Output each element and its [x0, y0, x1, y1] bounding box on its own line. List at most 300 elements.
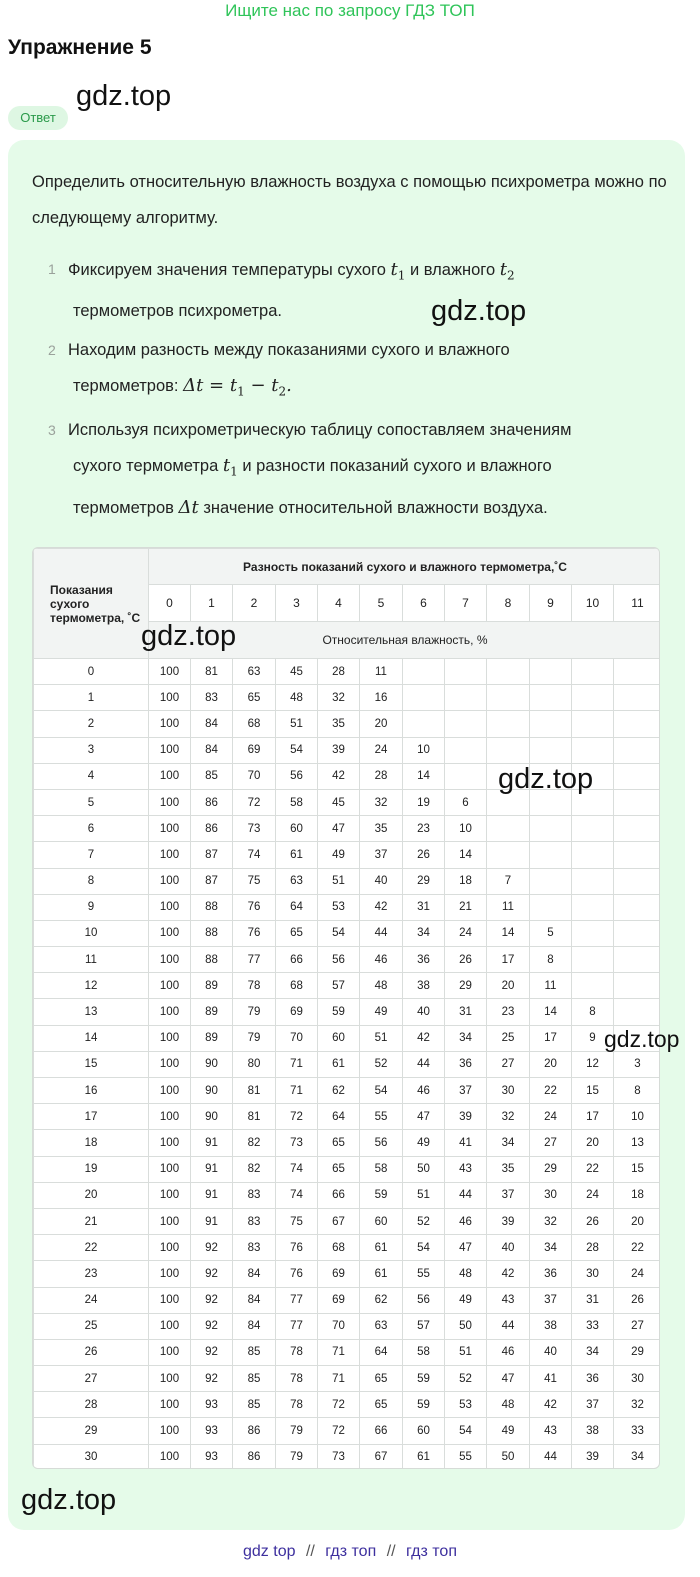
- table-humidity-cell: 50: [445, 1313, 487, 1339]
- table-humidity-cell: 64: [360, 1339, 403, 1365]
- step-text: и влажного: [409, 261, 496, 279]
- table-humidity-cell: [572, 816, 614, 842]
- table-humidity-cell: 25: [487, 1025, 530, 1051]
- step-text: Находим разность между показаниями сухого и влажного: [68, 341, 510, 359]
- table-humidity-cell: 55: [403, 1261, 445, 1287]
- table-humidity-cell: 44: [403, 1051, 445, 1077]
- table-humidity-cell: 31: [403, 894, 445, 920]
- table-humidity-cell: 93: [191, 1392, 233, 1418]
- table-humidity-cell: 76: [233, 920, 276, 946]
- table-diff-column-header: 10: [572, 585, 614, 622]
- table-humidity-cell: 46: [403, 1078, 445, 1104]
- table-humidity-cell: 61: [360, 1235, 403, 1261]
- table-row: [34, 894, 661, 920]
- table-humidity-cell: 66: [276, 947, 318, 973]
- table-humidity-cell: 49: [445, 1287, 487, 1313]
- table-humidity-cell: 100: [149, 1418, 191, 1444]
- table-humidity-cell: 54: [276, 737, 318, 763]
- table-humidity-cell: 61: [318, 1051, 360, 1077]
- table-humidity-cell: 72: [276, 1104, 318, 1130]
- table-humidity-cell: 82: [233, 1130, 276, 1156]
- table-dry-temp-cell: 26: [34, 1339, 149, 1365]
- step-text: Используя психрометрическую таблицу сопоставляем значениям: [68, 421, 572, 439]
- table-humidity-cell: 100: [149, 685, 191, 711]
- top-banner[interactable]: Ищите нас по запросу ГДЗ ТОП: [225, 1, 475, 20]
- table-humidity-cell: 68: [233, 711, 276, 737]
- table-humidity-cell: 34: [530, 1235, 572, 1261]
- table-humidity-cell: 49: [360, 999, 403, 1025]
- table-humidity-cell: [614, 894, 661, 920]
- table-humidity-cell: 85: [191, 763, 233, 789]
- table-diff-column-header: 7: [445, 585, 487, 622]
- table-humidity-cell: [614, 763, 661, 789]
- table-humidity-cell: [530, 816, 572, 842]
- table-humidity-cell: 100: [149, 1208, 191, 1234]
- table-humidity-cell: 100: [149, 763, 191, 789]
- table-humidity-cell: 78: [276, 1366, 318, 1392]
- table-humidity-cell: 14: [403, 763, 445, 789]
- table-humidity-cell: 45: [276, 659, 318, 685]
- table-dry-temp-cell: 21: [34, 1208, 149, 1234]
- step-number: 1: [48, 261, 56, 277]
- table-humidity-cell: 49: [403, 1130, 445, 1156]
- step-text: термометров психрометра.: [73, 301, 282, 320]
- table-humidity-cell: 85: [233, 1339, 276, 1365]
- table-dry-temp-cell: 16: [34, 1078, 149, 1104]
- table-row: [34, 711, 661, 737]
- table-humidity-cell: 42: [403, 1025, 445, 1051]
- table-humidity-cell: 32: [487, 1104, 530, 1130]
- table-humidity-cell: [530, 868, 572, 894]
- table-humidity-cell: [487, 737, 530, 763]
- table-humidity-cell: [572, 894, 614, 920]
- table-humidity-cell: 77: [276, 1287, 318, 1313]
- table-humidity-cell: [614, 659, 661, 685]
- table-dry-temp-cell: 12: [34, 973, 149, 999]
- table-humidity-cell: 65: [360, 1366, 403, 1392]
- table-row: [34, 1444, 661, 1469]
- table-humidity-cell: [572, 973, 614, 999]
- table-humidity-cell: 69: [276, 999, 318, 1025]
- table-humidity-cell: 32: [530, 1208, 572, 1234]
- table-humidity-cell: 65: [233, 685, 276, 711]
- table-humidity-cell: 18: [614, 1182, 661, 1208]
- table-diff-column-header: 6: [403, 585, 445, 622]
- table-humidity-cell: 43: [445, 1156, 487, 1182]
- table-humidity-cell: 79: [233, 1025, 276, 1051]
- table-humidity-cell: 17: [572, 1104, 614, 1130]
- table-humidity-cell: 38: [572, 1418, 614, 1444]
- table-humidity-cell: 21: [445, 894, 487, 920]
- table-humidity-cell: 14: [530, 999, 572, 1025]
- table-humidity-cell: 48: [276, 685, 318, 711]
- table-humidity-cell: 32: [614, 1392, 661, 1418]
- table-humidity-cell: 11: [360, 659, 403, 685]
- table-humidity-cell: 8: [572, 999, 614, 1025]
- table-corner-header: Показания сухого термометра, ˚С: [34, 549, 149, 659]
- table-humidity-cell: 71: [276, 1078, 318, 1104]
- table-humidity-cell: [614, 789, 661, 815]
- table-humidity-cell: 43: [487, 1287, 530, 1313]
- table-humidity-cell: [614, 999, 661, 1025]
- table-humidity-cell: 89: [191, 973, 233, 999]
- table-humidity-cell: 51: [445, 1339, 487, 1365]
- table-humidity-cell: 30: [614, 1366, 661, 1392]
- table-humidity-cell: 29: [445, 973, 487, 999]
- table-humidity-cell: 60: [276, 816, 318, 842]
- table-dry-temp-cell: 10: [34, 920, 149, 946]
- table-humidity-cell: [445, 685, 487, 711]
- table-humidity-cell: 55: [445, 1444, 487, 1469]
- table-diff-column-header: 8: [487, 585, 530, 622]
- table-humidity-cell: 100: [149, 1078, 191, 1104]
- table-humidity-cell: 92: [191, 1287, 233, 1313]
- table-dry-temp-cell: 27: [34, 1366, 149, 1392]
- table-humidity-cell: 30: [572, 1261, 614, 1287]
- table-humidity-cell: 20: [487, 973, 530, 999]
- table-humidity-cell: 29: [403, 868, 445, 894]
- table-row: [34, 1208, 661, 1234]
- table-humidity-cell: [614, 685, 661, 711]
- table-humidity-cell: 80: [233, 1051, 276, 1077]
- table-dry-temp-cell: 28: [34, 1392, 149, 1418]
- table-humidity-cell: 49: [487, 1418, 530, 1444]
- table-humidity-cell: [530, 842, 572, 868]
- step-text: сухого термометра: [73, 457, 219, 475]
- table-diff-column-header: 5: [360, 585, 403, 622]
- exercise-title: Упражнение 5: [8, 36, 152, 59]
- table-humidity-cell: 74: [276, 1156, 318, 1182]
- table-humidity-cell: 18: [445, 868, 487, 894]
- table-humidity-cell: [445, 659, 487, 685]
- table-humidity-cell: 100: [149, 1025, 191, 1051]
- table-humidity-cell: 12: [572, 1051, 614, 1077]
- table-humidity-cell: 20: [360, 711, 403, 737]
- table-humidity-cell: 23: [487, 999, 530, 1025]
- table-humidity-cell: [572, 685, 614, 711]
- table-humidity-cell: 39: [572, 1444, 614, 1469]
- table-humidity-cell: 81: [233, 1078, 276, 1104]
- table-humidity-cell: [572, 659, 614, 685]
- table-humidity-cell: 56: [360, 1130, 403, 1156]
- table-humidity-cell: 32: [360, 789, 403, 815]
- table-humidity-cell: 58: [276, 789, 318, 815]
- table-row: [34, 1051, 661, 1077]
- table-humidity-cell: 44: [487, 1313, 530, 1339]
- table-humidity-cell: 26: [572, 1208, 614, 1234]
- table-humidity-cell: 22: [614, 1235, 661, 1261]
- table-humidity-cell: 37: [360, 842, 403, 868]
- table-humidity-cell: 61: [360, 1261, 403, 1287]
- table-humidity-cell: 56: [276, 763, 318, 789]
- table-humidity-cell: 100: [149, 947, 191, 973]
- table-dry-temp-cell: 9: [34, 894, 149, 920]
- table-humidity-cell: 78: [233, 973, 276, 999]
- table-humidity-cell: 26: [445, 947, 487, 973]
- footer-separator: //: [386, 1543, 396, 1560]
- table-humidity-cell: 83: [233, 1235, 276, 1261]
- math-t1: $t_1$: [390, 259, 406, 283]
- table-humidity-cell: 89: [191, 1025, 233, 1051]
- table-humidity-cell: 71: [276, 1051, 318, 1077]
- table-humidity-cell: 100: [149, 894, 191, 920]
- table-humidity-cell: 100: [149, 999, 191, 1025]
- table-humidity-cell: 45: [318, 789, 360, 815]
- table-humidity-cell: 57: [318, 973, 360, 999]
- table-humidity-cell: 61: [276, 842, 318, 868]
- table-row: [34, 816, 661, 842]
- math-t1: $t_1$: [222, 455, 238, 479]
- table-humidity-cell: 71: [318, 1366, 360, 1392]
- table-humidity-cell: 87: [191, 842, 233, 868]
- table-humidity-cell: 37: [487, 1182, 530, 1208]
- table-humidity-cell: 3: [614, 1051, 661, 1077]
- table-humidity-cell: 49: [318, 842, 360, 868]
- table-humidity-cell: 66: [360, 1418, 403, 1444]
- table-humidity-cell: 34: [487, 1130, 530, 1156]
- table-humidity-cell: 60: [360, 1208, 403, 1234]
- table-humidity-cell: 47: [445, 1235, 487, 1261]
- table-humidity-cell: 72: [233, 789, 276, 815]
- table-humidity-cell: [487, 816, 530, 842]
- table-row: [34, 1235, 661, 1261]
- table-row: [34, 1130, 661, 1156]
- table-humidity-cell: 5: [530, 920, 572, 946]
- table-humidity-cell: 64: [318, 1104, 360, 1130]
- watermark: gdz.top: [141, 620, 237, 652]
- table-diff-column-header: 1: [191, 585, 233, 622]
- table-humidity-cell: 64: [276, 894, 318, 920]
- math-t2: $t_2$: [499, 259, 515, 283]
- table-humidity-cell: 29: [530, 1156, 572, 1182]
- table-humidity-cell: [614, 816, 661, 842]
- table-humidity-cell: 51: [360, 1025, 403, 1051]
- table-humidity-cell: 50: [403, 1156, 445, 1182]
- table-humidity-cell: 43: [530, 1418, 572, 1444]
- table-humidity-cell: [487, 711, 530, 737]
- table-humidity-cell: [572, 842, 614, 868]
- table-humidity-cell: 55: [360, 1104, 403, 1130]
- table-humidity-cell: [403, 659, 445, 685]
- table-humidity-cell: 56: [403, 1287, 445, 1313]
- table-humidity-cell: 100: [149, 1182, 191, 1208]
- step-text: термометров:: [73, 377, 179, 395]
- table-diff-column-header: 2: [233, 585, 276, 622]
- table-humidity-cell: 78: [276, 1392, 318, 1418]
- table-humidity-cell: 7: [487, 868, 530, 894]
- table-humidity-cell: 46: [445, 1208, 487, 1234]
- table-humidity-cell: 66: [318, 1182, 360, 1208]
- footer-link[interactable]: гдз топ: [325, 1543, 377, 1560]
- table-row: [34, 1104, 661, 1130]
- table-row: [34, 1078, 661, 1104]
- table-humidity-cell: 100: [149, 1339, 191, 1365]
- table-row: [34, 1366, 661, 1392]
- watermark: gdz.top: [604, 1026, 680, 1052]
- table-row: [34, 920, 661, 946]
- table-humidity-cell: 54: [445, 1418, 487, 1444]
- table-humidity-cell: 77: [276, 1313, 318, 1339]
- table-row: [34, 947, 661, 973]
- table-humidity-cell: 35: [487, 1156, 530, 1182]
- table-humidity-cell: 36: [445, 1051, 487, 1077]
- table-humidity-cell: 63: [360, 1313, 403, 1339]
- table-humidity-cell: 48: [487, 1392, 530, 1418]
- table-humidity-cell: 32: [318, 685, 360, 711]
- table-humidity-cell: 78: [276, 1339, 318, 1365]
- table-humidity-cell: 42: [318, 763, 360, 789]
- table-humidity-cell: 58: [403, 1339, 445, 1365]
- table-humidity-cell: 6: [445, 789, 487, 815]
- table-humidity-cell: 17: [530, 1025, 572, 1051]
- table-humidity-cell: 10: [445, 816, 487, 842]
- table-humidity-cell: 24: [360, 737, 403, 763]
- table-dry-temp-cell: 7: [34, 842, 149, 868]
- table-humidity-cell: 100: [149, 1051, 191, 1077]
- table-humidity-cell: 28: [360, 763, 403, 789]
- table-humidity-cell: 92: [191, 1261, 233, 1287]
- table-humidity-cell: 69: [318, 1261, 360, 1287]
- table-humidity-cell: 33: [572, 1313, 614, 1339]
- table-humidity-cell: 100: [149, 1235, 191, 1261]
- table-diff-column-header: 3: [276, 585, 318, 622]
- table-humidity-cell: 93: [191, 1418, 233, 1444]
- table-dry-temp-cell: 23: [34, 1261, 149, 1287]
- table-humidity-cell: [487, 659, 530, 685]
- table-row: [34, 737, 661, 763]
- table-humidity-cell: 93: [191, 1444, 233, 1469]
- table-humidity-cell: 83: [233, 1182, 276, 1208]
- table-humidity-cell: 8: [614, 1078, 661, 1104]
- footer-link[interactable]: гдз топ: [406, 1543, 457, 1560]
- table-humidity-cell: 79: [233, 999, 276, 1025]
- table-humidity-cell: 54: [360, 1078, 403, 1104]
- table-humidity-cell: 24: [572, 1182, 614, 1208]
- table-humidity-cell: 14: [445, 842, 487, 868]
- table-humidity-cell: 16: [360, 685, 403, 711]
- table-humidity-cell: [614, 947, 661, 973]
- table-humidity-cell: 27: [487, 1051, 530, 1077]
- table-humidity-cell: 22: [572, 1156, 614, 1182]
- table-humidity-cell: 53: [318, 894, 360, 920]
- table-humidity-cell: 29: [614, 1339, 661, 1365]
- table-humidity-cell: [487, 685, 530, 711]
- table-humidity-cell: 46: [487, 1339, 530, 1365]
- table-humidity-cell: 85: [233, 1366, 276, 1392]
- table-humidity-cell: 89: [191, 999, 233, 1025]
- table-humidity-cell: 8: [530, 947, 572, 973]
- table-diff-column-header: 0: [149, 585, 191, 622]
- table-humidity-cell: 36: [572, 1366, 614, 1392]
- table-humidity-cell: 68: [318, 1235, 360, 1261]
- table-humidity-cell: 54: [403, 1235, 445, 1261]
- table-humidity-cell: 62: [360, 1287, 403, 1313]
- table-humidity-cell: 50: [487, 1444, 530, 1469]
- table-humidity-cell: 27: [530, 1130, 572, 1156]
- table-dry-temp-cell: 24: [34, 1287, 149, 1313]
- table-humidity-cell: 47: [318, 816, 360, 842]
- table-humidity-cell: 11: [487, 894, 530, 920]
- table-dry-temp-cell: 22: [34, 1235, 149, 1261]
- table-row: [34, 1261, 661, 1287]
- table-humidity-cell: 91: [191, 1130, 233, 1156]
- table-humidity-cell: 100: [149, 1287, 191, 1313]
- table-humidity-cell: 36: [530, 1261, 572, 1287]
- table-row: [34, 1156, 661, 1182]
- table-humidity-cell: 73: [233, 816, 276, 842]
- table-humidity-cell: 51: [276, 711, 318, 737]
- table-dry-temp-cell: 20: [34, 1182, 149, 1208]
- table-row: [34, 1418, 661, 1444]
- watermark: gdz.top: [498, 763, 594, 795]
- table-dry-temp-cell: 18: [34, 1130, 149, 1156]
- table-humidity-cell: 41: [445, 1130, 487, 1156]
- table-humidity-cell: 100: [149, 1313, 191, 1339]
- table-humidity-cell: 100: [149, 1392, 191, 1418]
- table-humidity-cell: 100: [149, 973, 191, 999]
- table-humidity-cell: 36: [403, 947, 445, 973]
- table-humidity-cell: [614, 973, 661, 999]
- table-dry-temp-cell: 30: [34, 1444, 149, 1469]
- table-humidity-cell: 72: [318, 1418, 360, 1444]
- table-humidity-cell: 33: [614, 1418, 661, 1444]
- answer-badge[interactable]: Ответ: [8, 106, 68, 130]
- table-humidity-cell: 74: [233, 842, 276, 868]
- table-humidity-cell: 65: [318, 1130, 360, 1156]
- table-humidity-cell: 38: [403, 973, 445, 999]
- table-humidity-cell: 35: [318, 711, 360, 737]
- table-humidity-cell: 81: [191, 659, 233, 685]
- table-humidity-cell: 56: [318, 947, 360, 973]
- table-humidity-cell: 100: [149, 789, 191, 815]
- table-humidity-cell: 11: [530, 973, 572, 999]
- table-humidity-cell: [530, 711, 572, 737]
- table-humidity-cell: 24: [614, 1261, 661, 1287]
- table-humidity-cell: 67: [360, 1444, 403, 1469]
- table-dry-temp-cell: 8: [34, 868, 149, 894]
- table-dry-temp-cell: 14: [34, 1025, 149, 1051]
- table-humidity-cell: 88: [191, 894, 233, 920]
- table-humidity-cell: 47: [487, 1366, 530, 1392]
- table-humidity-cell: 54: [318, 920, 360, 946]
- table-humidity-cell: [403, 711, 445, 737]
- table-humidity-cell: 59: [318, 999, 360, 1025]
- table-humidity-cell: 40: [530, 1339, 572, 1365]
- table-humidity-cell: 30: [530, 1182, 572, 1208]
- table-humidity-cell: 100: [149, 920, 191, 946]
- table-humidity-cell: 38: [530, 1313, 572, 1339]
- table-humidity-cell: 48: [445, 1261, 487, 1287]
- table-humidity-cell: 100: [149, 1104, 191, 1130]
- table-humidity-cell: 24: [445, 920, 487, 946]
- table-humidity-cell: [572, 947, 614, 973]
- table-humidity-cell: [572, 737, 614, 763]
- table-humidity-cell: 63: [276, 868, 318, 894]
- footer-links: [0, 1543, 700, 1561]
- footer-link[interactable]: gdz top: [243, 1543, 296, 1560]
- table-humidity-cell: 20: [614, 1208, 661, 1234]
- table-humidity-cell: 86: [191, 816, 233, 842]
- table-humidity-cell: 37: [445, 1078, 487, 1104]
- table-humidity-cell: 75: [276, 1208, 318, 1234]
- table-humidity-cell: [403, 685, 445, 711]
- table-humidity-cell: 73: [276, 1130, 318, 1156]
- table-humidity-cell: 91: [191, 1156, 233, 1182]
- table-humidity-cell: 84: [233, 1313, 276, 1339]
- table-humidity-cell: 51: [318, 868, 360, 894]
- table-humidity-cell: 34: [572, 1339, 614, 1365]
- table-dry-temp-cell: 19: [34, 1156, 149, 1182]
